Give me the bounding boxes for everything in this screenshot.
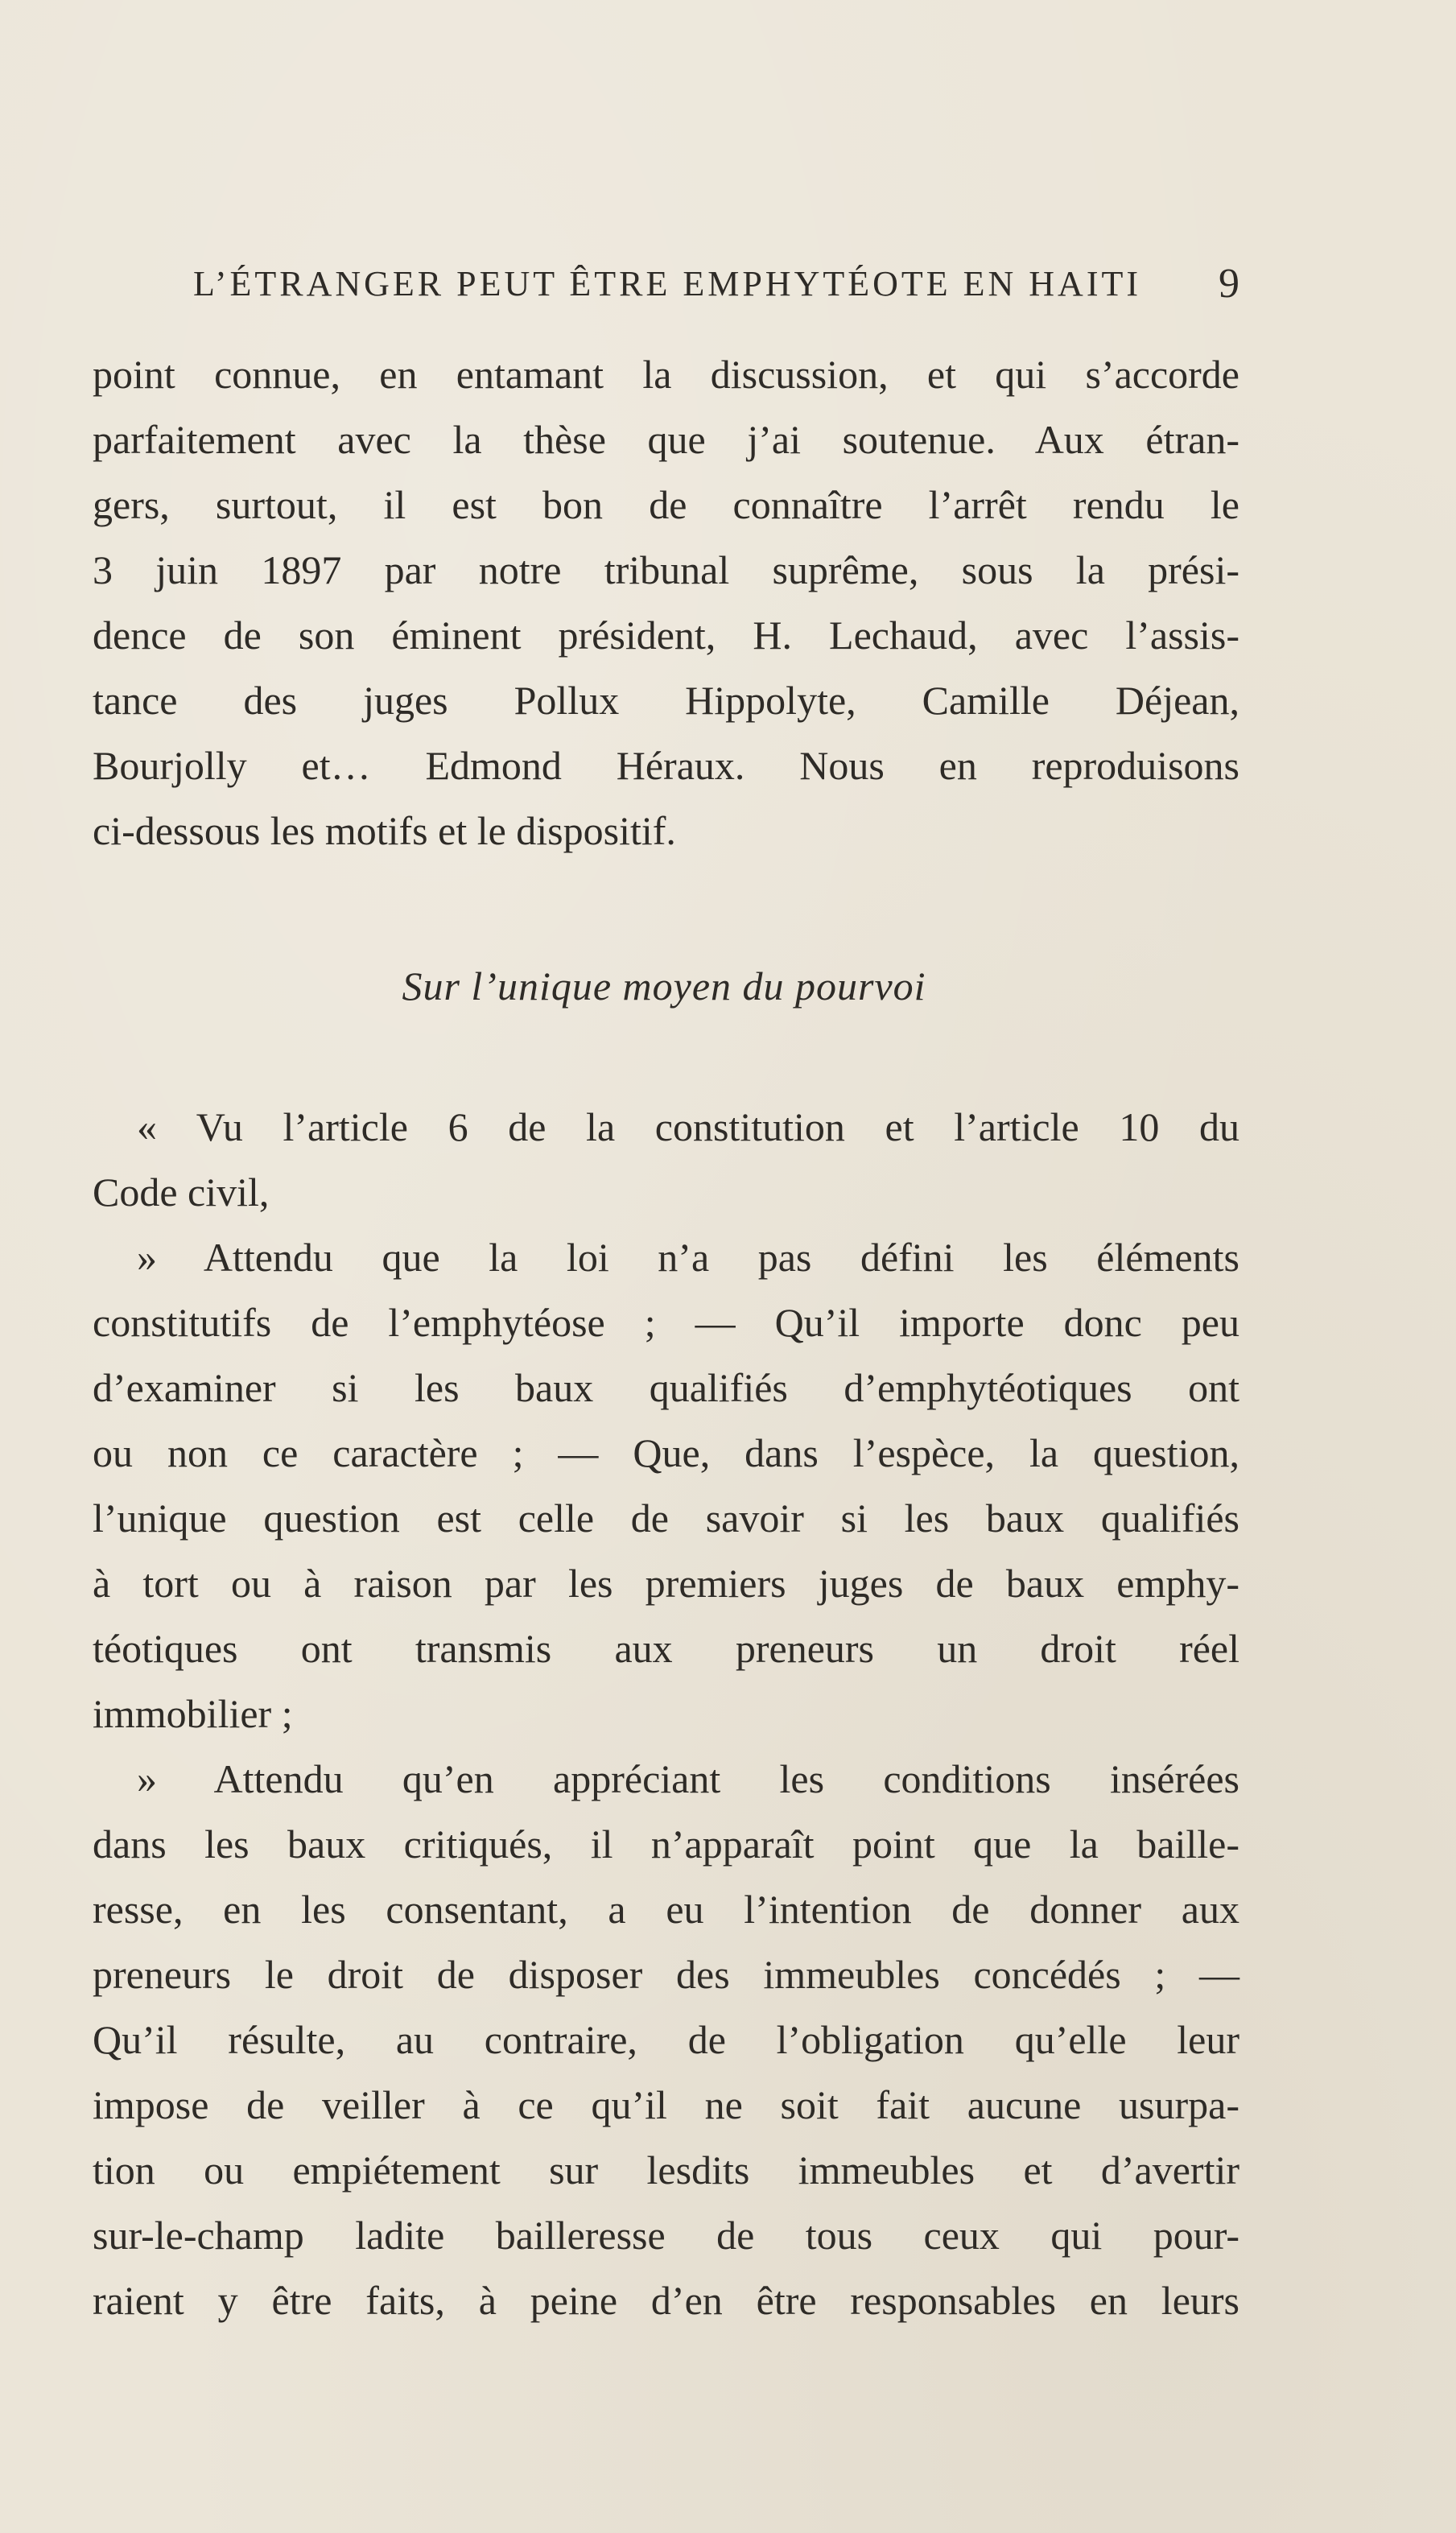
text-line: immobilier ; (93, 1691, 293, 1736)
text-line: Bourjolly et… Edmond Héraux. Nous en reproduisons (93, 743, 1239, 788)
text-line: impose de veiller à ce qu’il ne soit fait aucune usurpa- (93, 2082, 1239, 2127)
text-line: resse, en les consentant, a eu l’intention de donner aux (93, 1887, 1239, 1932)
text-line: ou non ce caractère ; — Que, dans l’espèce, la question, (93, 1430, 1239, 1475)
text-line: « Vu l’article 6 de la constitution et l’article 10 du (137, 1104, 1239, 1149)
text-line: point connue, en entamant la discussion, et qui s’accorde (93, 352, 1239, 397)
text-line: ci-dessous les motifs et le dispositif. (93, 808, 676, 853)
text-line: » Attendu que la loi n’a pas défini les éléments (137, 1235, 1239, 1280)
running-title: L’ÉTRANGER PEUT ÊTRE EMPHYTÉOTE EN HAITI (193, 264, 1142, 303)
text-line: l’unique question est celle de savoir si les baux qualifiés (93, 1495, 1239, 1541)
text-line: dence de son éminent président, H. Lechaud, avec l’assis- (93, 613, 1239, 658)
text-line: preneurs le droit de disposer des immeubles concédés ; — (93, 1952, 1239, 1997)
page-number: 9 (1219, 261, 1239, 307)
text-line: » Attendu qu’en appréciant les conditions insérées (137, 1756, 1239, 1801)
text-line: 3 juin 1897 par notre tribunal suprême, sous la prési- (93, 547, 1239, 592)
text-line: Code civil, (93, 1170, 270, 1215)
paragraph-attendu-1 (93, 1225, 1239, 1747)
text-line: constitutifs de l’emphytéose ; — Qu’il importe donc peu (93, 1300, 1239, 1345)
text-line: téotiques ont transmis aux preneurs un droit réel (93, 1626, 1239, 1671)
running-header (193, 256, 1239, 312)
text-line: tion ou empiétement sur lesdits immeubles et d’avertir (93, 2147, 1239, 2193)
text-line: sur-le-champ ladite bailleresse de tous ceux qui pour- (93, 2213, 1239, 2258)
text-line: Qu’il résulte, au contraire, de l’obligation qu’elle leur (93, 2017, 1239, 2062)
text-line: tance des juges Pollux Hippolyte, Camille Déjean, (93, 678, 1239, 723)
text-line: dans les baux critiqués, il n’apparaît point que la baille- (93, 1821, 1239, 1867)
paragraph-attendu-2 (93, 1747, 1239, 2333)
text-line: parfaitement avec la thèse que j’ai soutenue. Aux étran- (93, 417, 1239, 462)
text-line: à tort ou à raison par les premiers juges de baux emphy- (93, 1561, 1239, 1606)
text-line: raient y être faits, à peine d’en être responsables en leurs (93, 2278, 1239, 2323)
paragraph-vu (93, 1095, 1239, 1225)
paragraph-intro (93, 342, 1239, 864)
section-subheading: Sur l’unique moyen du pourvoi (402, 963, 926, 1009)
text-line: d’examiner si les baux qualifiés d’emphytéotiques ont (93, 1365, 1239, 1410)
text-line: gers, surtout, il est bon de connaître l’arrêt rendu le (93, 482, 1239, 527)
